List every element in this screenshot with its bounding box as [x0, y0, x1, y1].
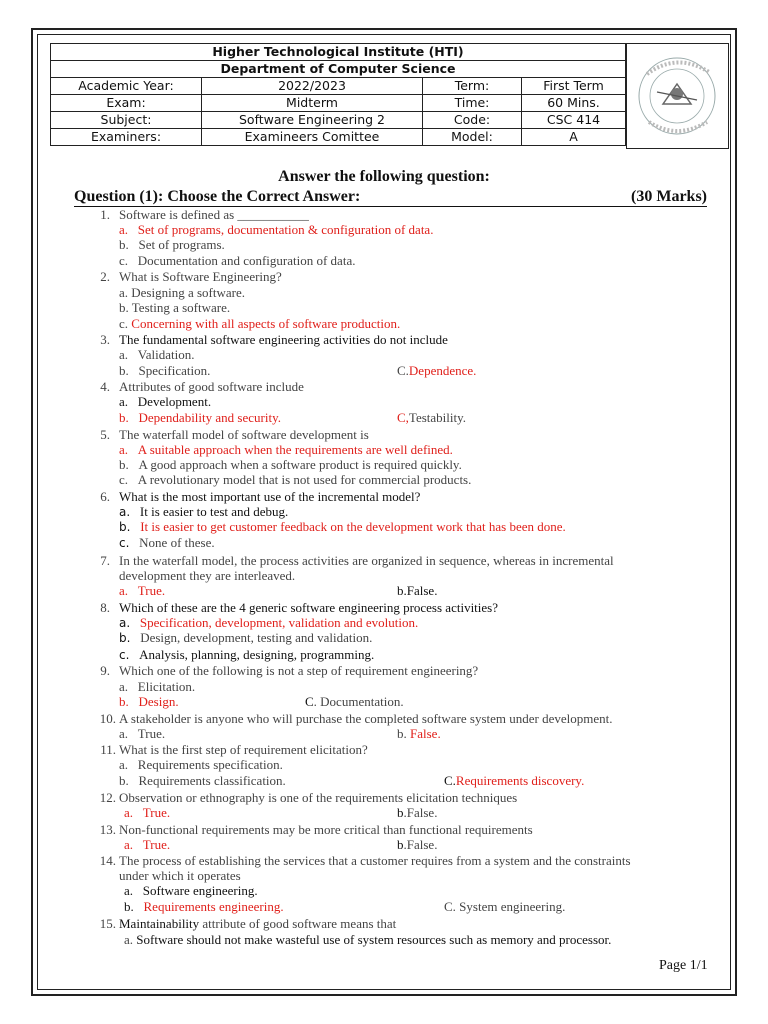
- option-text: Software should not make wasteful use of system resources such as memory and processor.: [136, 932, 612, 947]
- header-value: CSC 414: [522, 112, 626, 129]
- option-letter: b.: [119, 237, 129, 252]
- option-b: b. Testing a software.: [119, 300, 231, 315]
- question-number: 1.: [100, 207, 110, 222]
- header-value: 2022/2023: [202, 78, 423, 95]
- option-letter: a.: [119, 757, 129, 772]
- header-value: Examineers Comittee: [202, 129, 423, 146]
- option-letter: b.: [119, 694, 129, 709]
- question-number: 6.: [100, 489, 110, 504]
- question-text: Attributes of good software include: [119, 379, 304, 394]
- option-b: [119, 363, 210, 378]
- question-text-continued: under which it operates: [119, 868, 241, 883]
- option-b: [397, 837, 437, 852]
- option-text: Analysis, planning, designing, programming.: [139, 647, 375, 662]
- option-a: [119, 615, 418, 631]
- option-text: A good approach when a software product is required quickly.: [138, 457, 462, 472]
- question-number: 12.: [99, 790, 116, 805]
- header-label: Time:: [423, 95, 522, 112]
- option-a: [119, 347, 194, 362]
- question-text: Observation or ethnography is one of the requirements elicitation techniques: [119, 790, 518, 805]
- header-label: Code:: [423, 112, 522, 129]
- option-a: [124, 883, 258, 898]
- exam-header-table: [50, 43, 626, 146]
- option-b: [119, 519, 566, 535]
- option-text: Elicitation.: [137, 679, 196, 694]
- option-c: [397, 410, 466, 425]
- option-text: .False.: [403, 837, 438, 852]
- question-text: The waterfall model of software development is: [119, 427, 369, 442]
- option-text: Requirements engineering.: [143, 899, 284, 914]
- option-text: Dependence.: [408, 363, 477, 378]
- question-number: 14.: [99, 853, 116, 868]
- option-a: [119, 679, 195, 694]
- option-b: b.False.: [397, 583, 438, 598]
- option-letter: b.: [119, 410, 129, 425]
- question-number: 15.: [99, 916, 116, 931]
- institute-logo-box: [626, 43, 729, 149]
- header-value: A: [522, 129, 626, 146]
- header-value: Software Engineering 2: [202, 112, 423, 129]
- option-b: [119, 694, 179, 709]
- question-number: 5.: [100, 427, 110, 442]
- header-label: Academic Year:: [51, 78, 202, 95]
- option-text: Dependability and security.: [138, 410, 281, 425]
- option-text: A suitable approach when the requirements are well defined.: [137, 442, 453, 457]
- option-text: It is easier to get customer feedback on the development work that has been done.: [140, 519, 566, 534]
- question-text: What is Software Engineering?: [119, 269, 282, 284]
- option-letter: b: [397, 837, 404, 852]
- option-text: Specification.: [138, 363, 211, 378]
- option-text: True.: [142, 837, 171, 852]
- header-label: Examiners:: [51, 129, 202, 146]
- option-letter: c.: [119, 253, 129, 268]
- option-text: Software engineering.: [142, 883, 258, 898]
- option-b: [119, 457, 462, 472]
- option-letter: a.: [119, 616, 131, 630]
- question-text: [119, 916, 396, 931]
- option-text: Development.: [137, 394, 212, 409]
- header-label: Exam:: [51, 95, 202, 112]
- option-letter: c.: [119, 316, 132, 331]
- option-letter: b: [397, 805, 404, 820]
- question-text-continued: development they are interleaved.: [119, 568, 296, 583]
- question-number: 11.: [100, 742, 116, 757]
- option-letter: b.: [119, 520, 131, 534]
- option-text: .False.: [403, 805, 438, 820]
- option-letter: C: [305, 694, 314, 709]
- option-a: [119, 442, 453, 457]
- option-a: [119, 504, 288, 520]
- option-c: [397, 363, 476, 378]
- question-text: What is the first step of requirement elicitation?: [119, 742, 368, 757]
- header-row: [51, 129, 626, 146]
- question-text: In the waterfall model, the process activities are organized in sequence, whereas in incremental: [119, 553, 614, 568]
- option-a: a. Designing a software.: [119, 285, 245, 300]
- header-row: [51, 112, 626, 129]
- option-text: Documentation and configuration of data.: [137, 253, 356, 268]
- option-text: Testability.: [408, 410, 467, 425]
- header-label: Subject:: [51, 112, 202, 129]
- answer-instructions: Answer the following question:: [278, 168, 490, 185]
- option-text: Set of programs, documentation & configuration of data.: [137, 222, 434, 237]
- option-b: [397, 726, 441, 741]
- option-letter: b.: [119, 631, 131, 645]
- option-text: Requirements specification.: [137, 757, 283, 772]
- option-b: [397, 805, 437, 820]
- option-letter: a.: [119, 505, 131, 519]
- option-text: Specification, development, validation and evolution.: [139, 615, 419, 630]
- question-number: 3.: [100, 332, 110, 347]
- option-letter: b.: [119, 363, 129, 378]
- option-letter: c.: [119, 648, 130, 662]
- option-letter: a.: [119, 222, 129, 237]
- option-text: A revolutionary model that is not used for commercial products.: [137, 472, 472, 487]
- institute-logo-icon: [627, 44, 728, 148]
- option-a: [124, 837, 170, 852]
- question-number: 10.: [99, 711, 116, 726]
- option-a: [119, 222, 433, 237]
- option-c: C. System engineering.: [444, 899, 566, 914]
- option-letter: a.: [119, 583, 129, 598]
- option-letter: a.: [119, 726, 129, 741]
- option-c: [119, 535, 215, 551]
- question-marks: (30 Marks): [631, 188, 707, 205]
- option-text: It is easier to test and debug.: [139, 504, 289, 519]
- question-text: Non-functional requirements may be more critical than functional requirements: [119, 822, 533, 837]
- header-row: [51, 78, 626, 95]
- question-text-rest: attribute of good software means that: [199, 916, 397, 931]
- question-text: A stakeholder is anyone who will purchase the completed software system under development.: [119, 711, 613, 726]
- question-text: The process of establishing the services that a customer requires from a system and the constraints: [119, 853, 631, 868]
- option-text: Design.: [138, 694, 179, 709]
- option-text: False.: [410, 726, 441, 741]
- option-c: [119, 472, 471, 487]
- option-c: [119, 316, 400, 331]
- option-letter: b.: [119, 457, 129, 472]
- option-b: [119, 630, 372, 646]
- option-text: . Documentation.: [313, 694, 404, 709]
- option-a: [119, 757, 283, 772]
- option-b: [119, 237, 225, 252]
- institute-name: Higher Technological Institute (HTI): [51, 44, 626, 61]
- option-letter: a.: [124, 805, 134, 820]
- option-b: [124, 899, 284, 914]
- option-text: True.: [137, 583, 166, 598]
- option-c: [444, 773, 584, 788]
- option-a: [124, 805, 170, 820]
- header-value: Midterm: [202, 95, 423, 112]
- question-number: 8.: [100, 600, 110, 615]
- option-letter: b.: [397, 726, 407, 741]
- option-a: [119, 726, 165, 741]
- option-a: [119, 583, 165, 598]
- option-letter: a.: [124, 932, 134, 947]
- option-text: Set of programs.: [138, 237, 225, 252]
- option-letter: c.: [119, 472, 129, 487]
- option-letter: a.: [124, 837, 134, 852]
- option-letter: b.: [124, 899, 134, 914]
- option-letter: C.: [444, 773, 456, 788]
- question-text: Which one of the following is not a step of requirement engineering?: [119, 663, 479, 678]
- option-b: [119, 773, 286, 788]
- question-text: What is the most important use of the incremental model?: [119, 489, 421, 504]
- question-text: Which of these are the 4 generic software engineering process activities?: [119, 600, 498, 615]
- option-letter: C,: [397, 410, 409, 425]
- option-letter: b.: [119, 773, 129, 788]
- page-number: Page 1/1: [659, 958, 708, 973]
- question-number: 7.: [100, 553, 110, 568]
- question-number: 9.: [100, 663, 110, 678]
- question-number: 13.: [99, 822, 116, 837]
- option-c: [119, 253, 355, 268]
- option-text: Design, development, testing and validation.: [140, 630, 373, 645]
- option-letter: a.: [119, 442, 129, 457]
- question-text: The fundamental software engineering activities do not include: [119, 332, 448, 347]
- option-text: True.: [137, 726, 166, 741]
- option-letter: a.: [124, 883, 134, 898]
- option-text: Validation.: [137, 347, 195, 362]
- question-heading: Question (1): Choose the Correct Answer:: [74, 188, 361, 205]
- option-a: [119, 394, 211, 409]
- question-text: Software is defined as ___________: [119, 207, 309, 222]
- option-letter: a.: [119, 347, 129, 362]
- question-title: [74, 188, 707, 207]
- question-keyword: Maintainability: [119, 916, 200, 931]
- header-value: 60 Mins.: [522, 95, 626, 112]
- option-a: [124, 932, 611, 947]
- header-label: Term:: [423, 78, 522, 95]
- header-value: First Term: [522, 78, 626, 95]
- option-c: [119, 647, 374, 663]
- question-number: 2.: [100, 269, 110, 284]
- option-text: None of these.: [139, 535, 215, 550]
- option-text: Requirements classification.: [138, 773, 286, 788]
- option-text: True.: [142, 805, 171, 820]
- option-letter: a.: [119, 394, 129, 409]
- option-text: Requirements discovery.: [455, 773, 585, 788]
- header-row: [51, 95, 626, 112]
- question-number: 4.: [100, 379, 110, 394]
- option-letter: c.: [119, 536, 130, 550]
- option-c: [305, 694, 404, 709]
- option-text: Concerning with all aspects of software production.: [131, 316, 401, 331]
- department-name: Department of Computer Science: [51, 61, 626, 78]
- option-letter: a.: [119, 679, 129, 694]
- option-b: [119, 410, 281, 425]
- header-label: Model:: [423, 129, 522, 146]
- option-letter: C.: [397, 363, 409, 378]
